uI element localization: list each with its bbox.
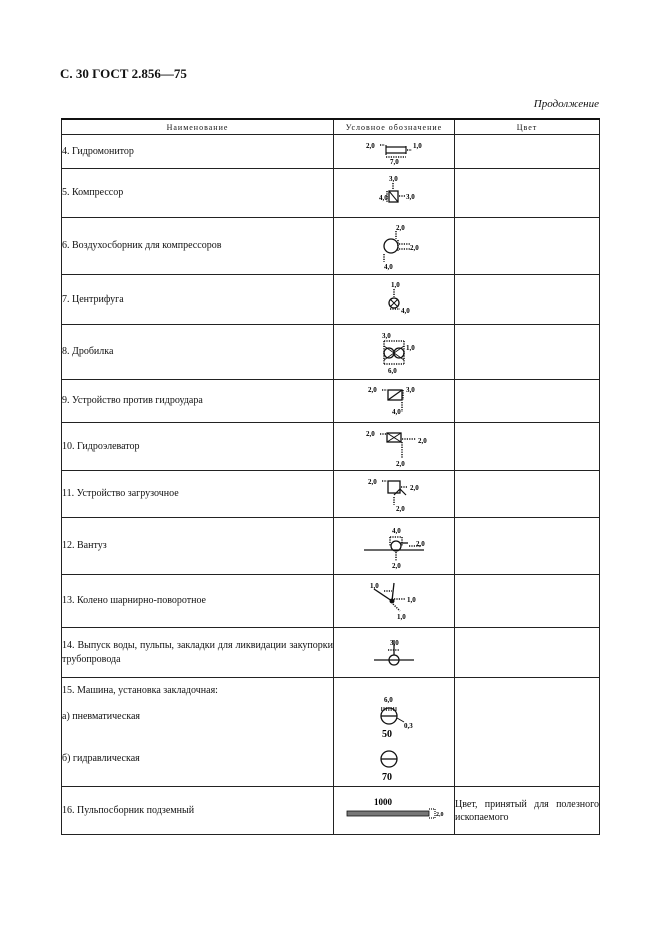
machine-sub-a: а) пневматическая [62,711,141,722]
color-cell [455,678,600,787]
dim-label: 6,0 [388,367,397,375]
symbol-cell [334,218,455,275]
symbol-cell [334,169,455,218]
centrifuge-symbol [344,277,444,323]
symbol-cell [334,787,455,835]
row-name: 6. Воздухосборник для компрессоров [62,218,334,275]
dim-label: 2,0 [396,224,405,232]
machine-sub-b: б) гидравлическая [62,753,140,764]
table-row [62,380,600,423]
dim-label: 2,0 [418,436,427,445]
table-row [62,628,600,678]
color-cell [455,135,600,169]
color-cell: Цвет, принятый для полезного ископаемого [455,787,600,835]
dim-label: 1,0 [391,280,400,289]
row-name [62,678,334,787]
dim-label: 4,0 [379,194,388,202]
compressor-symbol [344,171,444,215]
dim-label: 2,0 [436,811,444,818]
row-name: 7. Центрифуга [62,275,334,325]
symbol-cell [334,518,455,575]
table-row [62,787,600,835]
dim-label: 2,0 [396,505,405,513]
symbol-cell [334,275,455,325]
color-cell [455,423,600,471]
dim-label: 70 [382,772,392,783]
dim-label: 3,0 [382,332,391,340]
dim-label: 1,0 [407,596,416,604]
dim-label: 0,3 [404,722,413,730]
table-row [62,423,600,471]
color-cell [455,628,600,678]
color-cell [455,471,600,518]
dim-label: 2,0 [410,244,419,252]
hydroelevator-symbol [344,425,444,469]
table-row [62,471,600,518]
air-receiver-symbol [344,220,444,272]
pulp-collector-symbol [339,791,449,831]
row-name: 16. Пульпосборник подземный [62,787,334,835]
dim-label: 2,0 [392,562,401,570]
color-cell [455,575,600,628]
symbol-cell [334,628,455,678]
dim-label: 2,0 [366,429,375,438]
table-row [62,135,600,169]
row-name: 13. Колено шарнирно-поворотное [62,575,334,628]
symbol-cell [334,575,455,628]
column-header-symbol: Условное обозначение [334,119,455,135]
dim-label: 1,0 [413,141,422,150]
water-release-symbol [344,630,444,676]
backfill-machine-symbol [344,680,444,784]
color-cell [455,218,600,275]
symbols-table [61,118,600,835]
dim-label: 1,0 [397,613,406,621]
dim-label: 50 [382,729,392,740]
page-header: С. 30 ГОСТ 2.856—75 [60,66,187,81]
dim-label: 2,0 [368,386,377,394]
dim-label: 2,0 [366,141,375,150]
dim-label: 7,0 [390,157,399,166]
dim-label: 6,0 [384,696,393,704]
symbol-cell [334,325,455,380]
symbol-cell [334,471,455,518]
dim-label: 4,0 [384,263,393,271]
dim-label: 2,0 [368,478,377,486]
dim-label: 3,0 [389,175,398,183]
water-hammer-device-symbol [344,382,444,420]
dim-label: 1000 [374,796,392,807]
symbol-cell [334,135,455,169]
hydromonitor-symbol [344,137,444,167]
continuation-label: Продолжение [533,98,599,110]
color-cell [455,275,600,325]
crusher-symbol [344,328,444,376]
row-name: 14. Выпуск воды, пульпы, закладки для ликвидации закупорки трубопровода [62,628,334,678]
table-row [62,325,600,380]
table-row [62,518,600,575]
dim-label: 3,0 [390,638,399,647]
dim-label: 4,0 [392,527,401,535]
table-row [62,218,600,275]
dim-label: 4,0 [392,408,401,416]
row-name: 12. Вантуз [62,518,334,575]
row-name: 11. Устройство загрузочное [62,471,334,518]
row-name: 9. Устройство против гидроудара [62,380,334,423]
dim-label: 1,0 [370,582,379,590]
row-name: 10. Гидроэлеватор [62,423,334,471]
column-header-color: Цвет [455,119,600,135]
table-header-row [62,119,600,135]
dim-label: 4,0 [401,306,410,315]
dim-label: 2,0 [410,484,419,492]
swivel-elbow-symbol [344,577,444,625]
table-row [62,678,600,787]
color-cell [455,380,600,423]
symbol-cell [334,678,455,787]
column-header-name: Наименование [62,119,334,135]
color-cell [455,325,600,380]
loading-device-symbol [344,473,444,515]
dim-label: 2,0 [396,459,405,468]
dim-label: 1,0 [406,344,415,352]
dim-label: 3,0 [406,386,415,394]
color-cell [455,169,600,218]
symbol-cell [334,423,455,471]
symbol-cell [334,380,455,423]
air-valve-symbol [344,521,444,571]
dim-label: 3,0 [406,193,415,201]
row-name: 8. Дробилка [62,325,334,380]
table-row [62,275,600,325]
color-cell [455,518,600,575]
machine-title: 15. Машина, установка закладочная: [62,685,218,696]
table-row [62,575,600,628]
row-name: 4. Гидромонитор [62,135,334,169]
table-row [62,169,600,218]
row-name: 5. Компрессор [62,169,334,218]
dim-label: 2,0 [416,540,425,548]
